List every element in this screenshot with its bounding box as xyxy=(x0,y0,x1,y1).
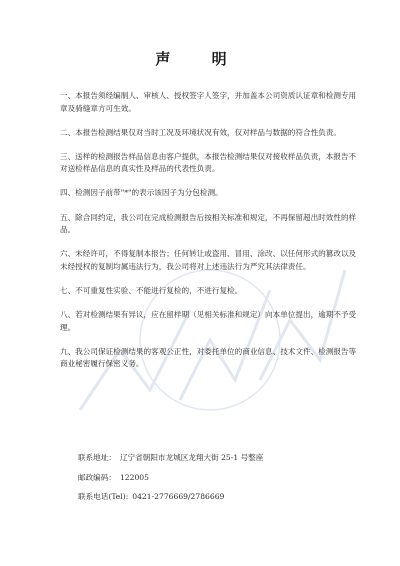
clause-9: 九、我公司保证检测结果的客观公正性，对委托单位的商业信息、技术文件、检测报告等商业秘密履行保密义务。 xyxy=(60,346,357,369)
clause-3: 三、送样的检测报告样品信息由客户提供，本报告检测结果仅对接收样品负责，本报告不对送检样品信息的真实性及样品的代表性负责。 xyxy=(60,151,357,174)
postcode-label: 邮政编码： xyxy=(78,472,116,482)
clause-1: 一、本报告须经编制人、审核人、授权签字人签字，并加盖本公司资质认证章和检测专用章及骑缝章方可生效。 xyxy=(60,91,357,113)
clause-5: 五、除合同约定，我公司在完成检测报告后按相关标准和规定，不再保留超出时效性的样品。 xyxy=(60,212,357,235)
contact-phone-row xyxy=(78,491,368,503)
phone-value: 0421-2776669/2786669 xyxy=(132,492,225,501)
phone-label: 联系电话(Tel): xyxy=(78,492,129,501)
clause-7: 七、不可重复性实验、不能进行复检的，不进行复检。 xyxy=(60,285,243,295)
clause-list xyxy=(60,90,360,382)
clause-8: 八、若对检测结果有异议，应在留样期（见相关标准和规定）向本单位提出，逾期不予受理。 xyxy=(60,310,357,332)
address-value: 辽宁省朝阳市龙城区龙翔大街 25-1 号整座 xyxy=(119,453,264,462)
contact-address-row xyxy=(78,452,368,464)
address-label: 联系地址： xyxy=(78,453,116,462)
postcode-value: 122005 xyxy=(119,472,149,482)
contact-postcode-row xyxy=(78,472,368,484)
contact-block xyxy=(78,452,368,511)
clause-4: 四、检测因子前带"*"的表示该因子为分包检测。 xyxy=(60,188,223,198)
clause-6: 六、未经许可，不得复制本报告；任何转让或盗用、冒用、涂改、以任何形式的篡改以及未经授权的复制均属违法行为，我公司将对上述违法行为严究其法律责任。 xyxy=(60,249,357,271)
clause-2: 二、本报告检测结果仅对当时工况及环境状况有效，仅对样品与数据的符合性负责。 xyxy=(60,127,341,137)
page-title: 声 明 xyxy=(155,50,245,68)
